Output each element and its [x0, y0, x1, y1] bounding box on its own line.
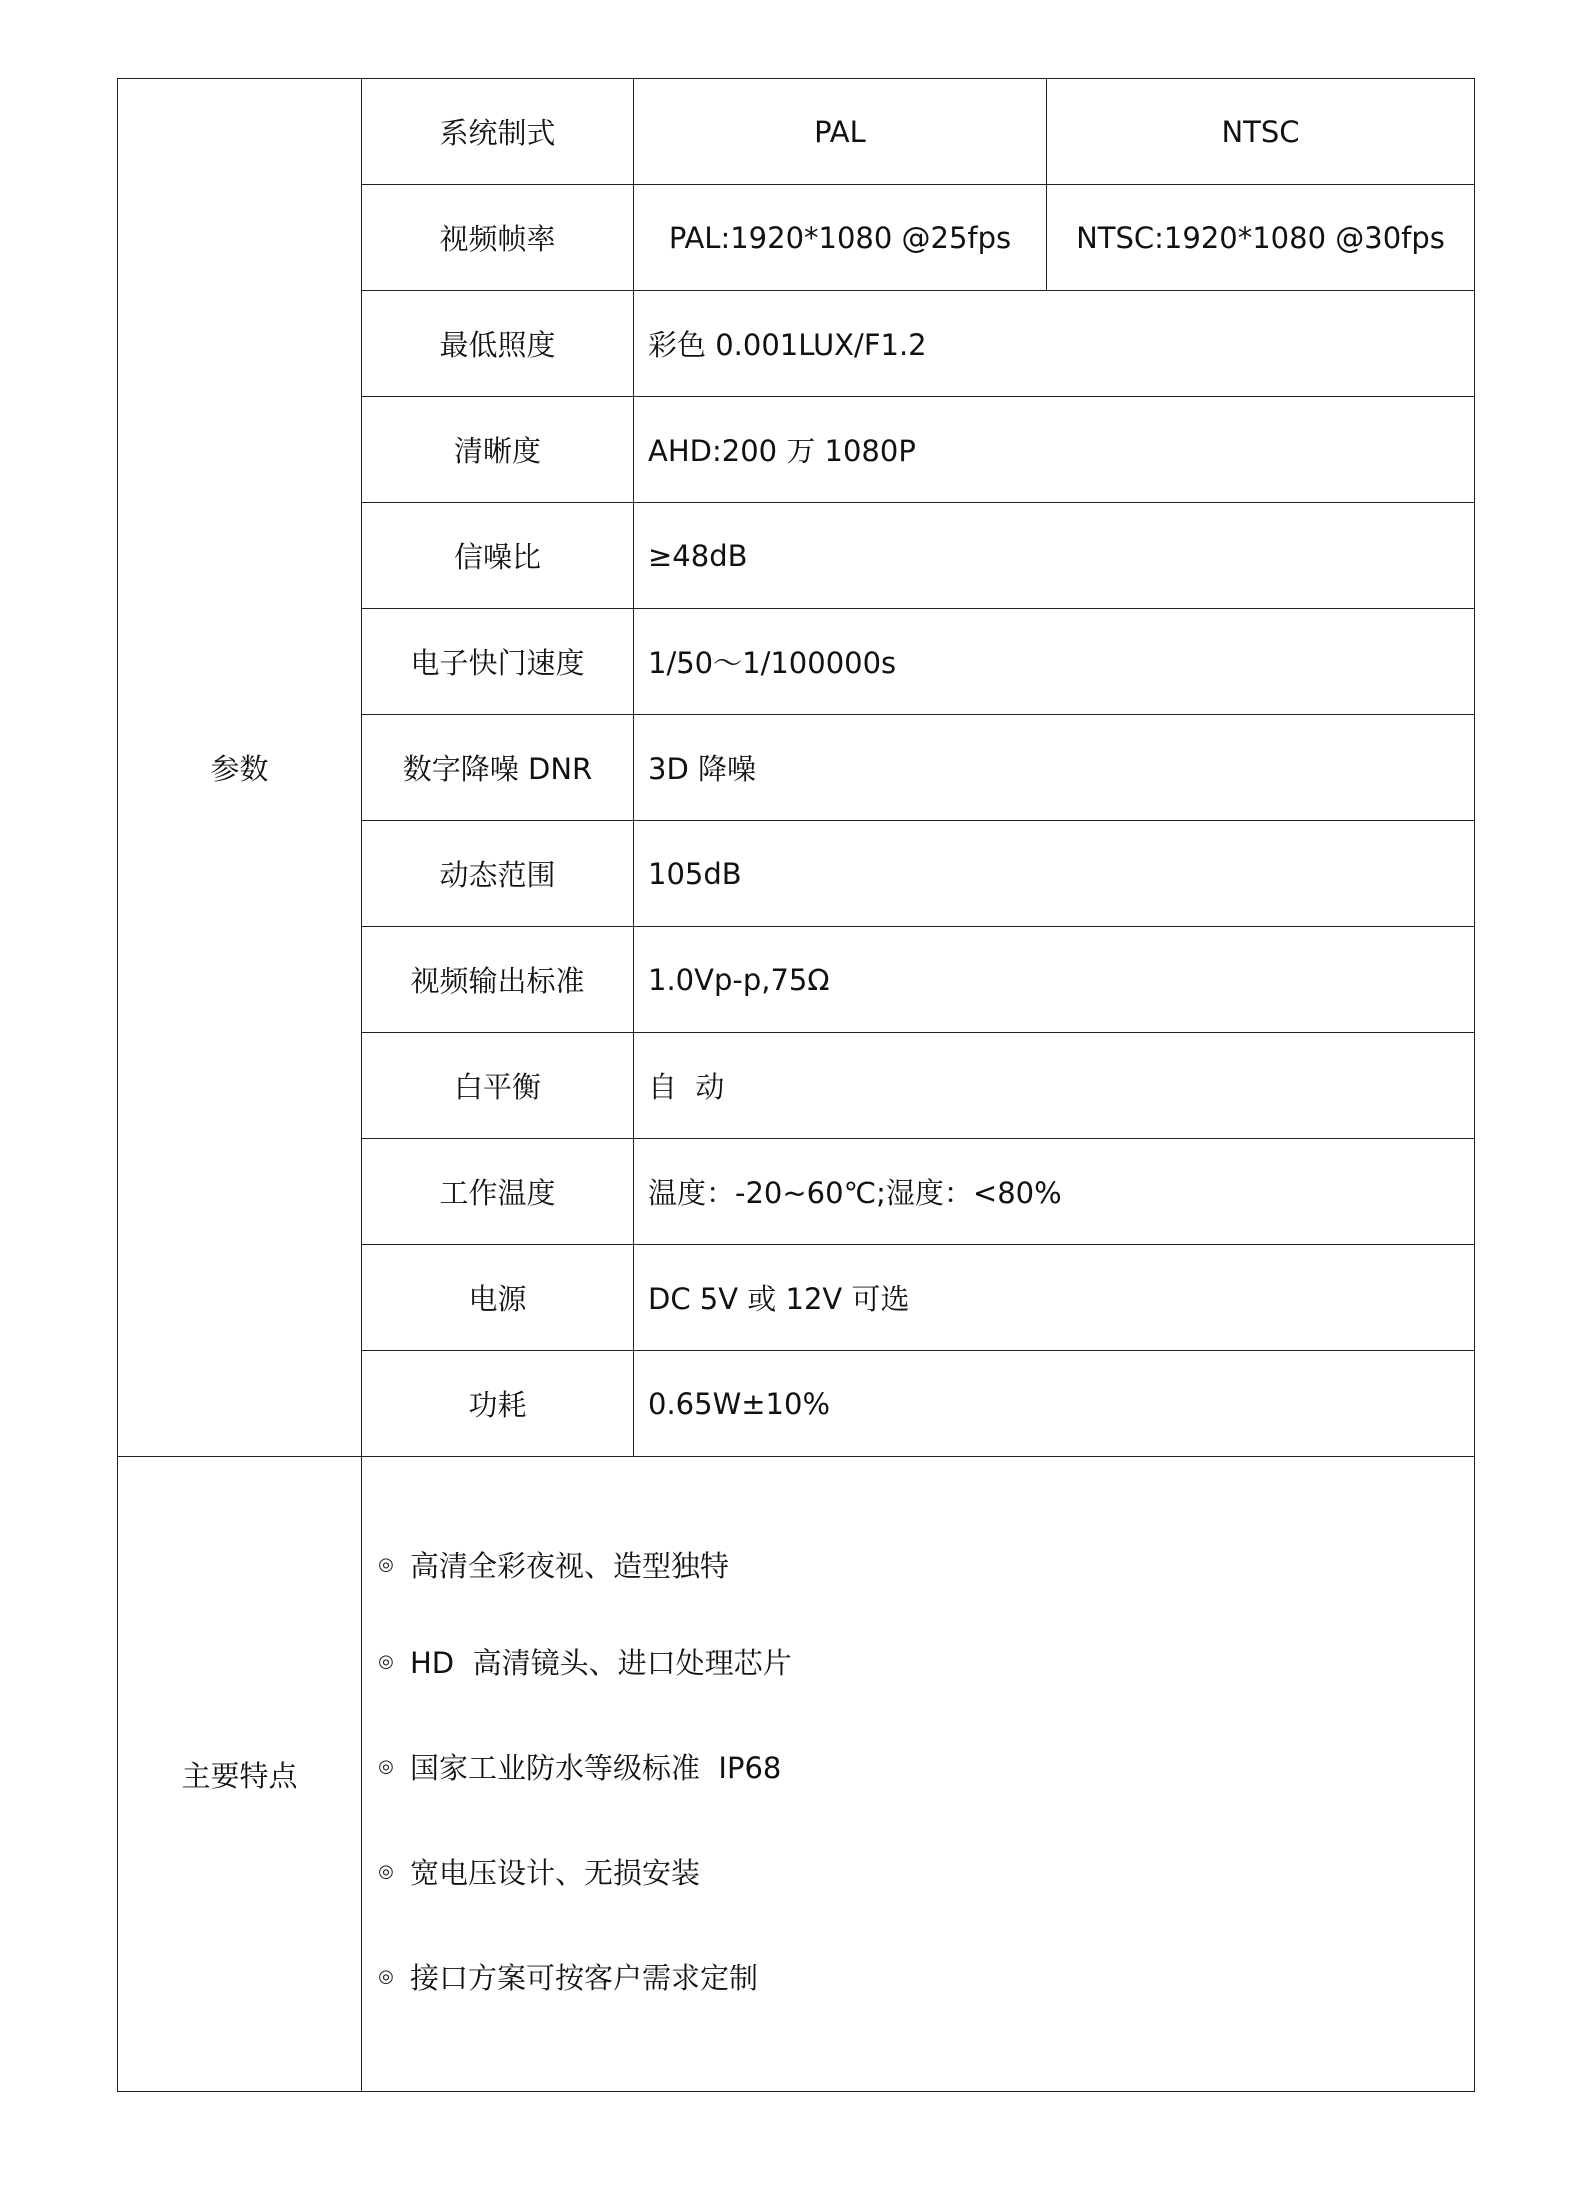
ntsc-header: NTSC: [1047, 79, 1475, 185]
section-params-label: 参数: [210, 752, 269, 786]
section-features-cell: [118, 1457, 362, 2092]
row-label: 信噪比: [362, 503, 634, 609]
double-circle-bullet-icon: ◎: [378, 1756, 394, 1777]
row-value: 0.65W±10%: [634, 1351, 1475, 1457]
list-item: [376, 1609, 1474, 1714]
row-value: 105dB: [634, 821, 1475, 927]
row-value: 彩色 0.001LUX/F1.2: [634, 291, 1475, 397]
row-label: 动态范围: [362, 821, 634, 927]
feature-text: HD 高清镜头、进口处理芯片: [410, 1646, 792, 1680]
feature-text: 接口方案可按客户需求定制: [410, 1961, 759, 1995]
list-item: [376, 1714, 1474, 1819]
double-circle-bullet-icon: ◎: [378, 1553, 394, 1575]
row-label: 电源: [362, 1245, 634, 1351]
list-item: [376, 1819, 1474, 1924]
feature-text: 宽电压设计、无损安装: [410, 1856, 701, 1890]
row-label: 视频输出标准: [362, 927, 634, 1033]
features-list: [376, 1519, 1474, 2029]
ntsc-frame-rate: NTSC:1920*1080 @30fps: [1047, 185, 1475, 291]
row-value: 自 动: [634, 1033, 1475, 1139]
row-value: 3D 降噪: [634, 715, 1475, 821]
row-value: 1/50～1/100000s: [634, 609, 1475, 715]
row-label: 工作温度: [362, 1139, 634, 1245]
double-circle-bullet-icon: ◎: [378, 1651, 394, 1672]
section-params-cell: [118, 79, 362, 1457]
section-features-label: 主要特点: [181, 1758, 298, 1793]
features-cell: [362, 1457, 1475, 2092]
feature-text: 国家工业防水等级标准 IP68: [410, 1751, 782, 1785]
list-item: [376, 1924, 1474, 2029]
row-label: 最低照度: [362, 291, 634, 397]
list-item: [376, 1519, 1474, 1609]
row-label: 系统制式: [362, 79, 634, 185]
double-circle-bullet-icon: ◎: [378, 1966, 394, 1987]
row-value: 温度：-20~60℃;湿度：<80%: [634, 1139, 1475, 1245]
pal-header: PAL: [634, 79, 1047, 185]
table-row-features: [118, 1457, 1475, 2092]
double-circle-bullet-icon: ◎: [378, 1861, 394, 1882]
row-label: 数字降噪 DNR: [362, 715, 634, 821]
row-label: 白平衡: [362, 1033, 634, 1139]
row-value: ≥48dB: [634, 503, 1475, 609]
row-label: 视频帧率: [362, 185, 634, 291]
row-label: 清晰度: [362, 397, 634, 503]
row-value: DC 5V 或 12V 可选: [634, 1245, 1475, 1351]
pal-frame-rate: PAL:1920*1080 @25fps: [634, 185, 1047, 291]
row-label: 功耗: [362, 1351, 634, 1457]
table-row-system: [118, 79, 1475, 185]
row-label: 电子快门速度: [362, 609, 634, 715]
feature-text: 高清全彩夜视、造型独特: [410, 1548, 730, 1583]
row-value: AHD:200 万 1080P: [634, 397, 1475, 503]
row-value: 1.0Vp-p,75Ω: [634, 927, 1475, 1033]
spec-table: [117, 78, 1475, 2092]
